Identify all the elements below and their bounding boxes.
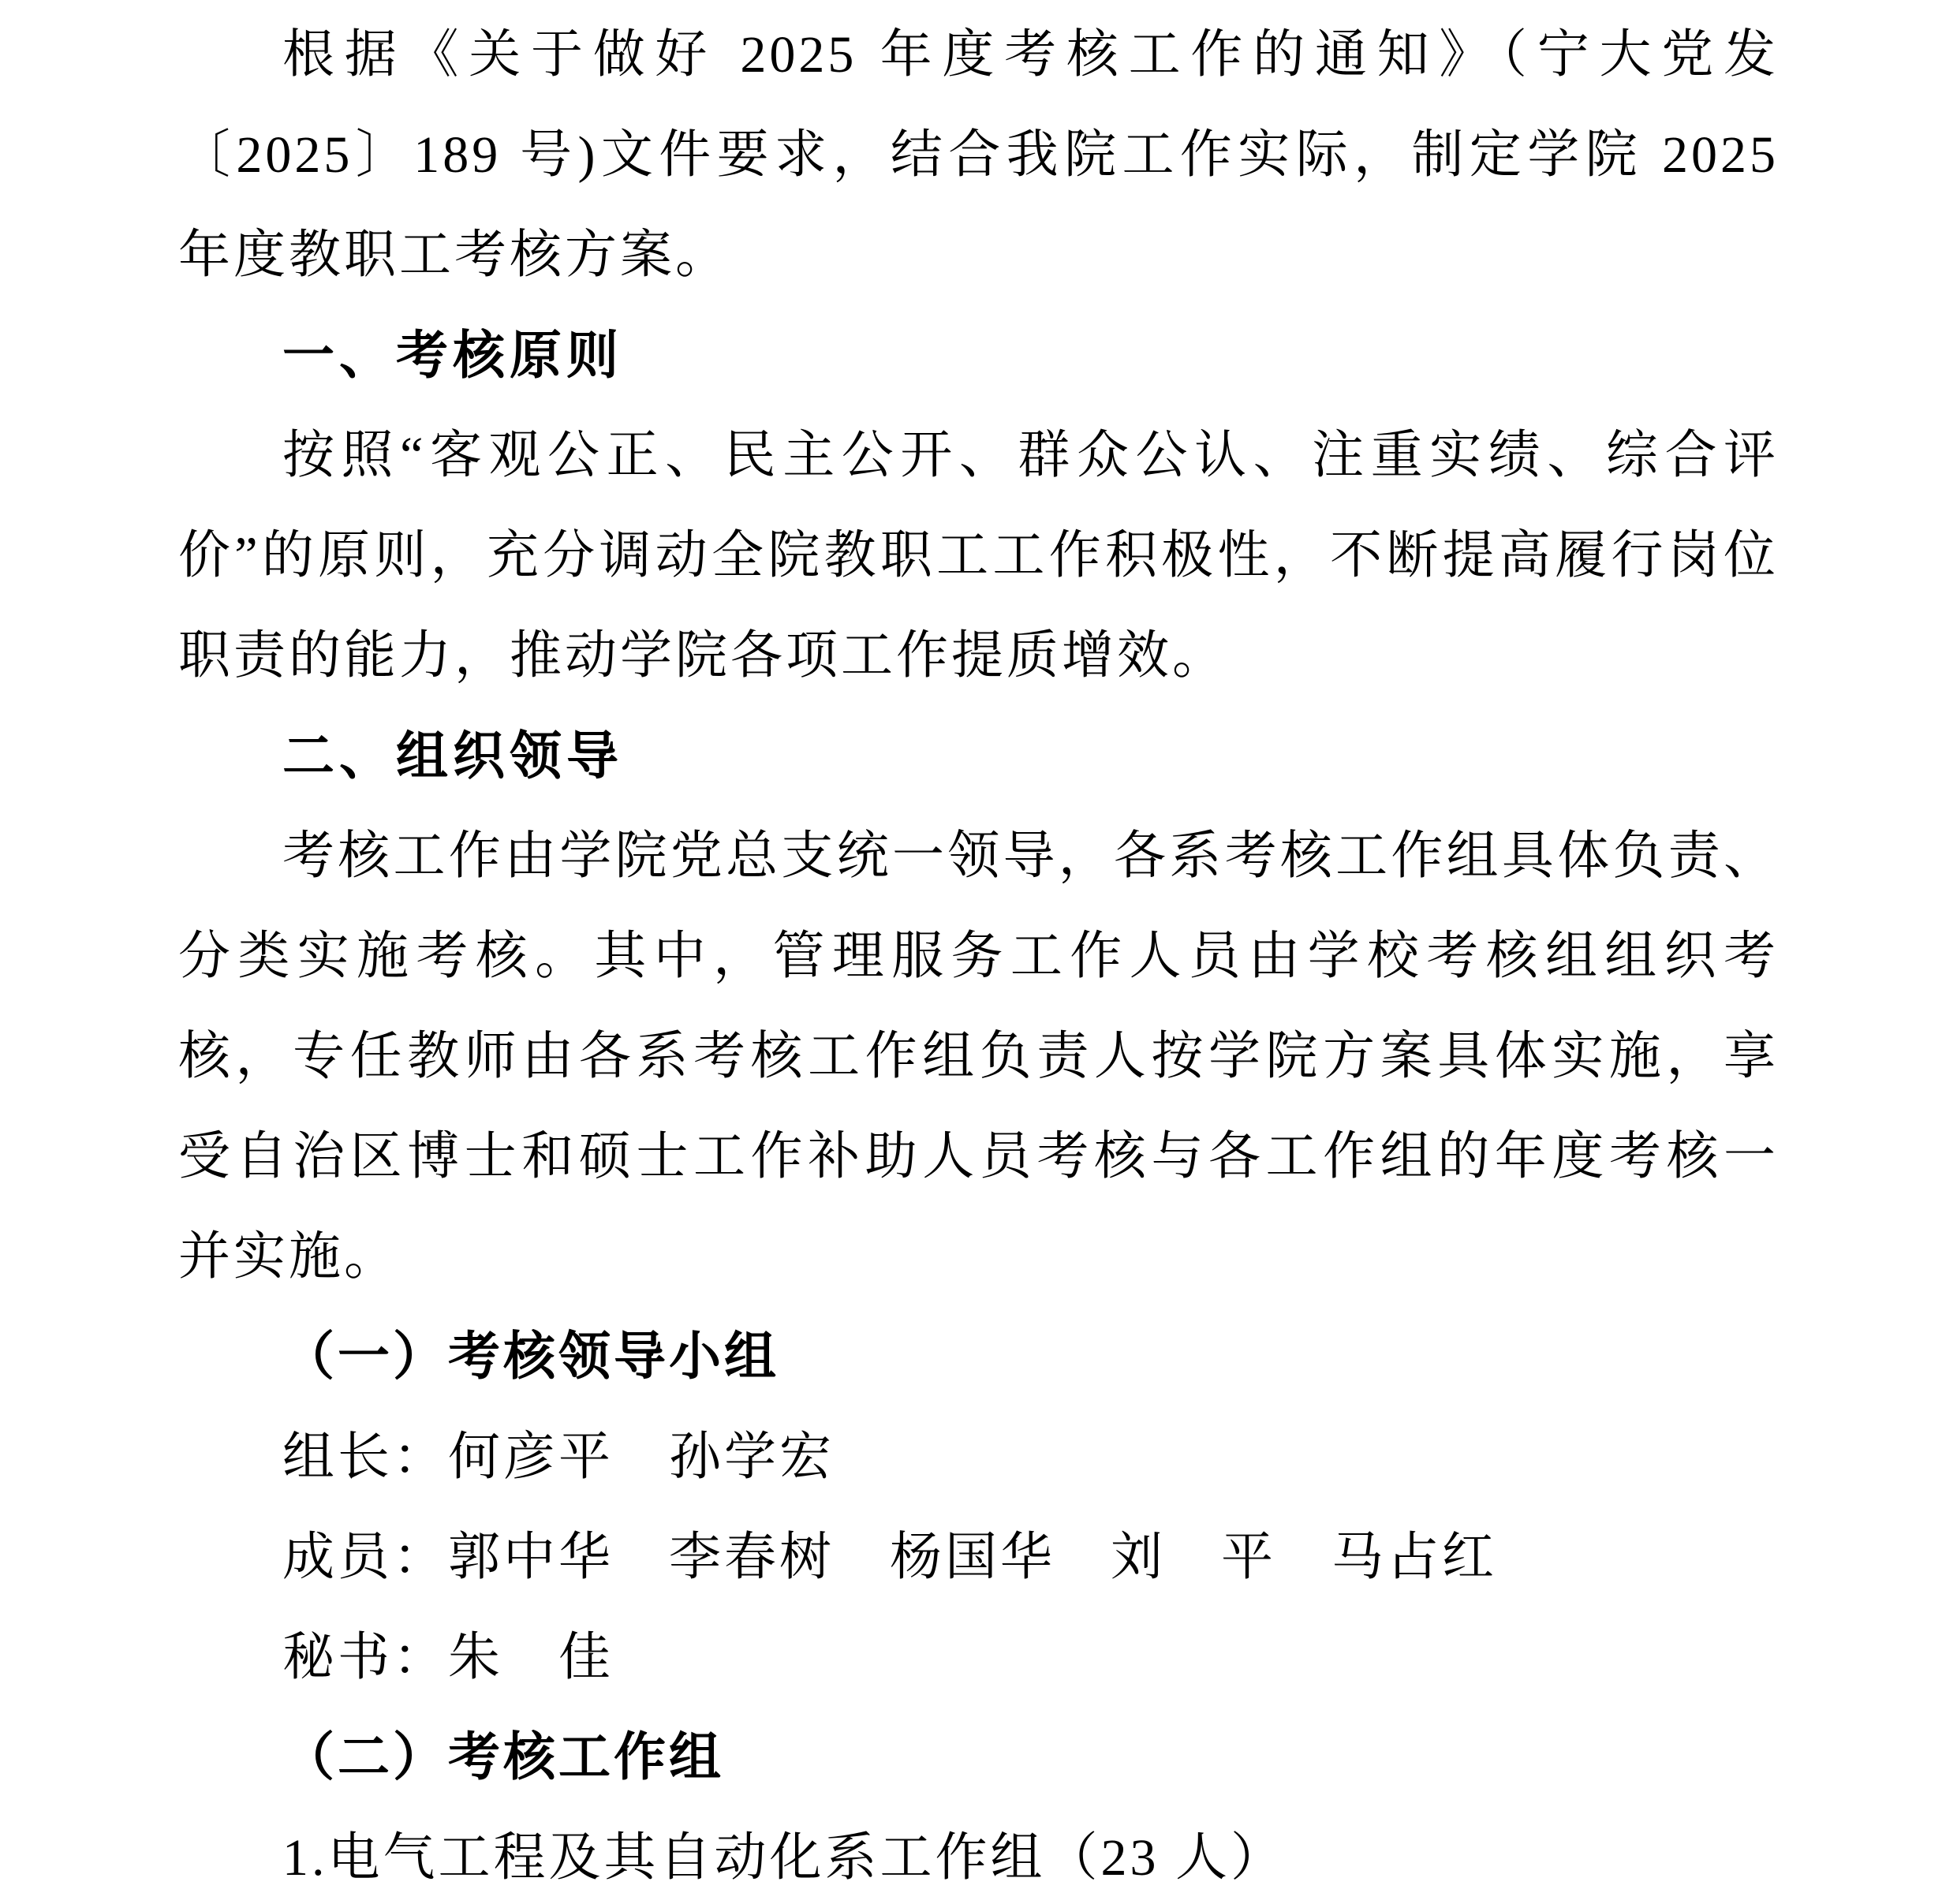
subheading-work-groups: （二）考核工作组 <box>282 1729 724 1786</box>
subheading-leading-group: （一）考核领导小组 <box>282 1328 779 1386</box>
line-workgroup-electrical: 1.电气工程及其自动化系工作组（23 人） <box>282 1829 1286 1887</box>
paragraph-intro-basis: 根据《关于做好 2025 年度考核工作的通知》（宁大党发〔2025〕189 号)文件要求，结合我院工作实际，制定学院 2025 年度教职工考核方案。 <box>178 26 1779 284</box>
line-group-leader: 组长：何彦平 孙学宏 <box>282 1428 835 1486</box>
line-group-members: 成员：郭中华 李春树 杨国华 刘 平 马占红 <box>282 1529 1497 1586</box>
heading-organization-leadership: 二、组织领导 <box>282 726 623 785</box>
paragraph-principles: 按照“客观公正、民主公开、群众公认、注重实绩、综合评价”的原则，充分调动全院教职工工作积极性，不断提高履行岗位职责的能力，推动学院各项工作提质增效。 <box>178 427 1779 685</box>
heading-assessment-principles: 一、考核原则 <box>282 326 623 384</box>
paragraph-organization: 考核工作由学院党总支统一领导，各系考核工作组具体负责、分类实施考核。其中，管理服务工作人员由学校考核组组织考核，专任教师由各系考核工作组负责人按学院方案具体实施，享受自治区博士和硕士工作补助人员考核与各工作组的年度考核一并实施。 <box>178 827 1779 1286</box>
line-group-secretary: 秘书：朱 佳 <box>282 1629 614 1686</box>
